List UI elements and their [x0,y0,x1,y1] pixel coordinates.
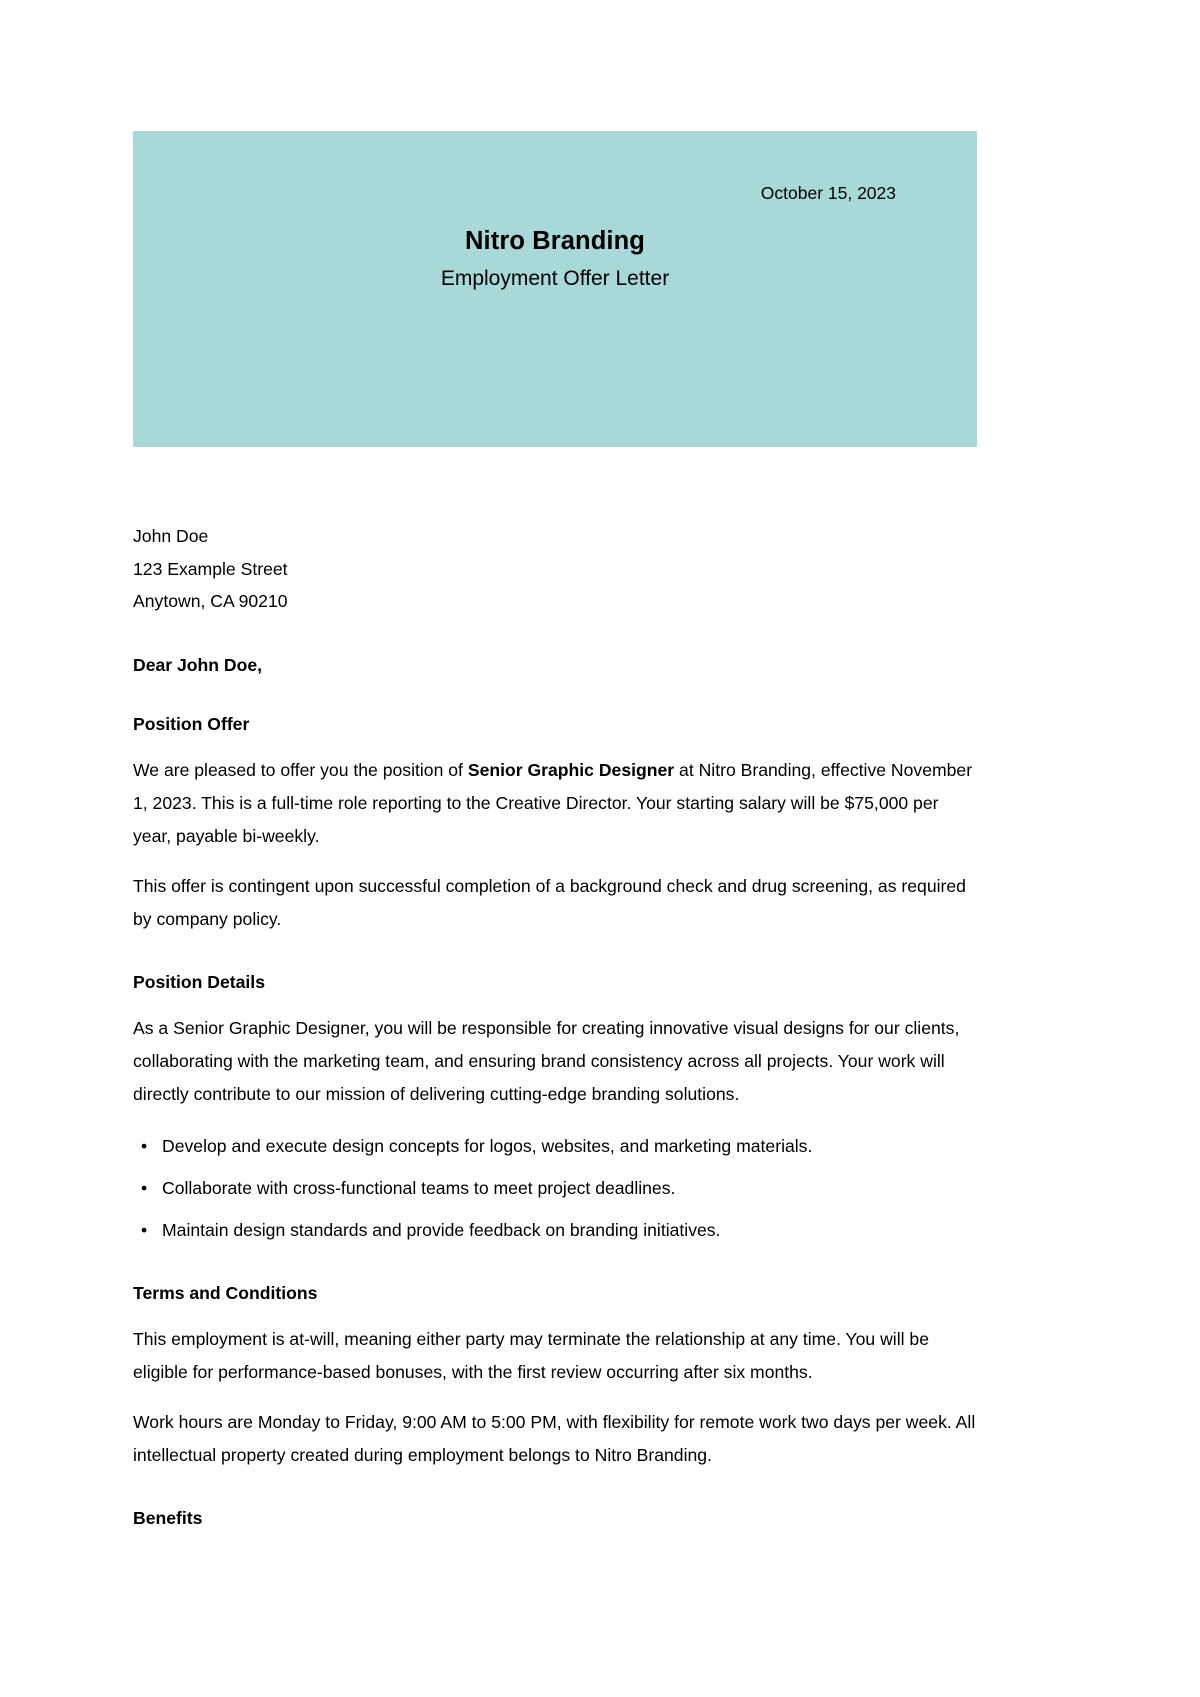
list-item-label: Collaborate with cross-functional teams to meet project deadlines. [162,1177,676,1198]
paragraph [133,1406,981,1472]
section-heading: Position Details [133,971,265,992]
list-item-label: Maintain design standards and provide feedback on branding initiatives. [162,1219,721,1240]
section-heading: Position Offer [133,713,250,734]
bullet-list [133,1130,981,1247]
paragraph-text: at Nitro Branding, effective November 1, 2023. This is a full-time role reporting to the Creative Director. Your starting salary will be $75,000 per year, payable bi-weekly. [133,759,973,846]
recipient-city-state-zip: Anytown, CA 90210 [133,591,288,611]
list-item [133,1172,981,1205]
recipient-address-block [133,520,981,618]
section-heading: Benefits [133,1507,203,1528]
bullet-dot-icon: • [141,1135,148,1156]
bullet-dot-icon: • [141,1219,148,1240]
recipient-street: 123 Example Street [133,558,288,579]
section-heading: Terms and Conditions [133,1282,318,1303]
paragraph-text: Work hours are Monday to Friday, 9:00 AM to 5:00 PM, with flexibility for remote work two days per week. All intellectual property created during employment belongs to Nitro Branding. [133,1411,976,1465]
list-item-label: Develop and execute design concepts for logos, websites, and marketing materials. [162,1135,813,1156]
paragraph-text: We are pleased to offer you the position of [133,759,468,780]
paragraph [133,1323,981,1389]
letterhead-banner [133,131,977,447]
bullet-dot-icon: • [141,1177,148,1198]
list-item [133,1130,981,1163]
paragraph [133,1012,981,1111]
sections-container [133,711,981,1531]
letter-body [133,520,981,1531]
recipient-name: John Doe [133,526,209,546]
list-item [133,1214,981,1247]
paragraph [133,754,981,853]
company-name-title: Nitro Branding [465,227,645,255]
letter-date: October 15, 2023 [760,183,896,203]
salutation: Dear John Doe, [133,654,263,675]
emphasis-text: Senior Graphic Designer [467,759,675,780]
document-subtitle: Employment Offer Letter [440,267,670,290]
paragraph-text: This employment is at-will, meaning either party may terminate the relationship at any time. You will be eligible for performance-based bonuses, with the first review occurring after six months. [133,1328,929,1382]
paragraph-text: This offer is contingent upon successful completion of a background check and drug screening, as required by company policy. [133,875,966,929]
paragraph-text: As a Senior Graphic Designer, you will be responsible for creating innovative visual designs for our clients, collaborating with the marketing team, and ensuring brand consistency across all projects. Your work will directly contribute to our mission of delivering cutting-edge branding solutions. [133,1017,960,1104]
paragraph [133,870,981,936]
